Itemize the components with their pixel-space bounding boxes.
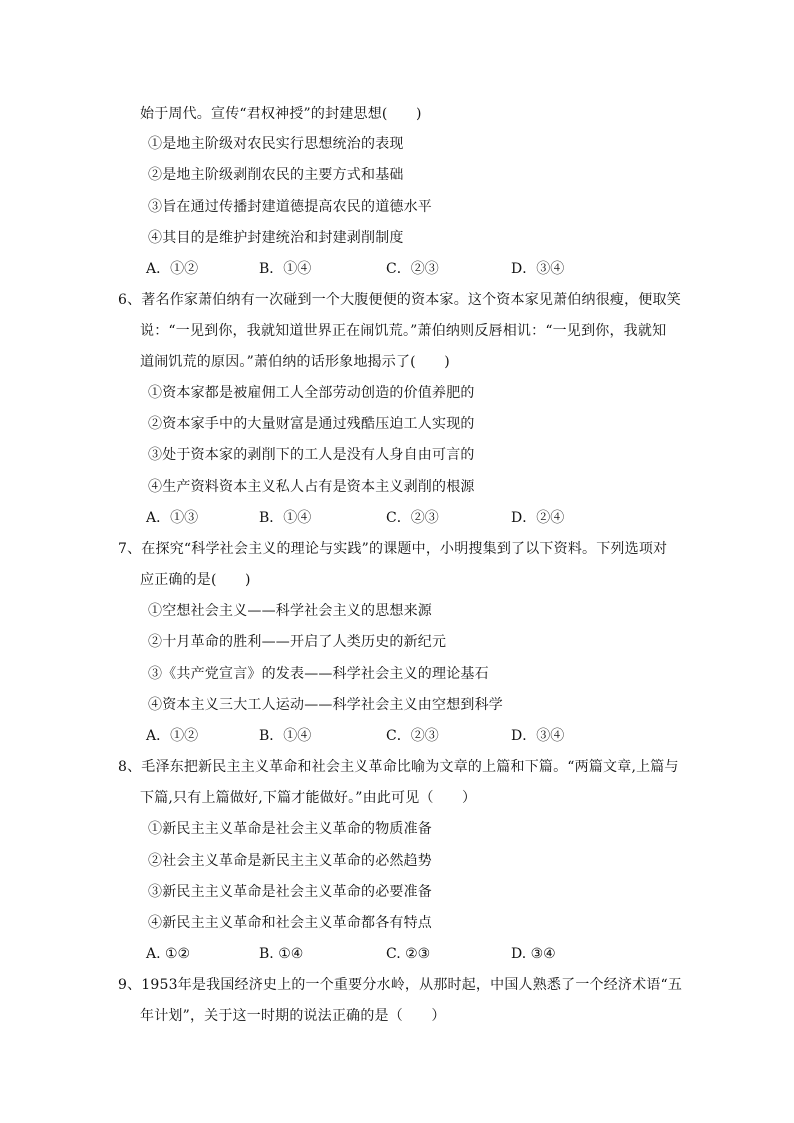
- q7-choice-c: C．②③: [386, 728, 439, 744]
- q6-choice-b: B．①④: [259, 510, 312, 526]
- q8-stem-line-2: 下篇,只有上篇做好,下篇才能做好。”由此可见（ ）: [140, 790, 477, 806]
- q6-option-3: ③处于资本家的剥削下的工人是没有人身自由可言的: [148, 447, 475, 463]
- q8-option-1: ①新民主主义革命是社会主义革命的物质准备: [148, 821, 432, 837]
- q5-choice-d: D．③④: [511, 261, 565, 277]
- q6-option-4: ④生产资料资本主义私人占有是资本主义剥削的根源: [148, 479, 475, 495]
- q6-choice-d: D．②④: [511, 510, 565, 526]
- q8-choice-d: D. ③④: [511, 946, 556, 962]
- q5-stem-tail: 始于周代。宣传“君权神授”的封建思想( ): [140, 106, 422, 122]
- q7-option-3: ③《共产党宣言》的发表——科学社会主义的理论基石: [148, 666, 489, 682]
- q8-option-3: ③新民主主义革命是社会主义革命的必要准备: [148, 884, 432, 900]
- q8-stem-line-1: 8、毛泽东把新民主主义革命和社会主义革命比喻为文章的上篇和下篇。“两篇文章,上篇与: [118, 759, 679, 775]
- q6-choice-c: C．②③: [386, 510, 439, 526]
- q5-option-1: ①是地主阶级对农民实行思想统治的表现: [148, 136, 404, 152]
- q8-option-2: ②社会主义革命是新民主主义革命的必然趋势: [148, 853, 432, 869]
- q5-choice-b: B．①④: [259, 261, 312, 277]
- q7-stem-line-2: 应正确的是( ): [140, 572, 251, 588]
- q9-stem-line-1: 9、1953年是我国经济史上的一个重要分水岭，从那时起，中国人熟悉了一个经济术语“五: [118, 977, 683, 993]
- q7-choice-a: A．①②: [146, 728, 199, 744]
- q7-choice-d: D．③④: [511, 728, 565, 744]
- q7-choice-b: B．①④: [259, 728, 312, 744]
- q8-choice-b: B. ①④: [259, 946, 304, 962]
- q8-choice-a: A. ①②: [146, 946, 191, 962]
- q8-choice-c: C. ②③: [386, 946, 431, 962]
- q7-option-2: ②十月革命的胜利——开启了人类历史的新纪元: [148, 634, 447, 650]
- q8-option-4: ④新民主主义革命和社会主义革命都各有特点: [148, 915, 432, 931]
- q6-choice-a: A．①③: [146, 510, 199, 526]
- q7-option-4: ④资本主义三大工人运动——科学社会主义由空想到科学: [148, 697, 503, 713]
- q7-option-1: ①空想社会主义——科学社会主义的思想来源: [148, 603, 432, 619]
- q6-option-1: ①资本家都是被雇佣工人全部劳动创造的价值养肥的: [148, 385, 475, 401]
- q6-stem-line-3: 道闹饥荒的原因。”萧伯纳的话形象地揭示了( ): [140, 354, 450, 370]
- q6-stem-line-2: 说：“一见到你，我就知道世界正在闹饥荒。”萧伯纳则反唇相讥：“一见到你，我就知: [140, 323, 667, 339]
- q6-stem-line-1: 6、著名作家萧伯纳有一次碰到一个大腹便便的资本家。这个资本家见萧伯纳很瘦，便取笑: [118, 292, 681, 308]
- q5-choice-c: C．②③: [386, 261, 439, 277]
- q6-option-2: ②资本家手中的大量财富是通过残酷压迫工人实现的: [148, 416, 475, 432]
- q5-option-2: ②是地主阶级剥削农民的主要方式和基础: [148, 167, 404, 183]
- q5-option-3: ③旨在通过传播封建道德提高农民的道德水平: [148, 199, 432, 215]
- q7-stem-line-1: 7、在探究“科学社会主义的理论与实践”的课题中，小明搜集到了以下资料。下列选项对: [118, 541, 668, 557]
- q5-choice-a: A．①②: [146, 261, 199, 277]
- q5-option-4: ④其目的是维护封建统治和封建剥削制度: [148, 230, 404, 246]
- q9-stem-line-2: 年计划”，关于这一时期的说法正确的是（ ）: [140, 1008, 446, 1024]
